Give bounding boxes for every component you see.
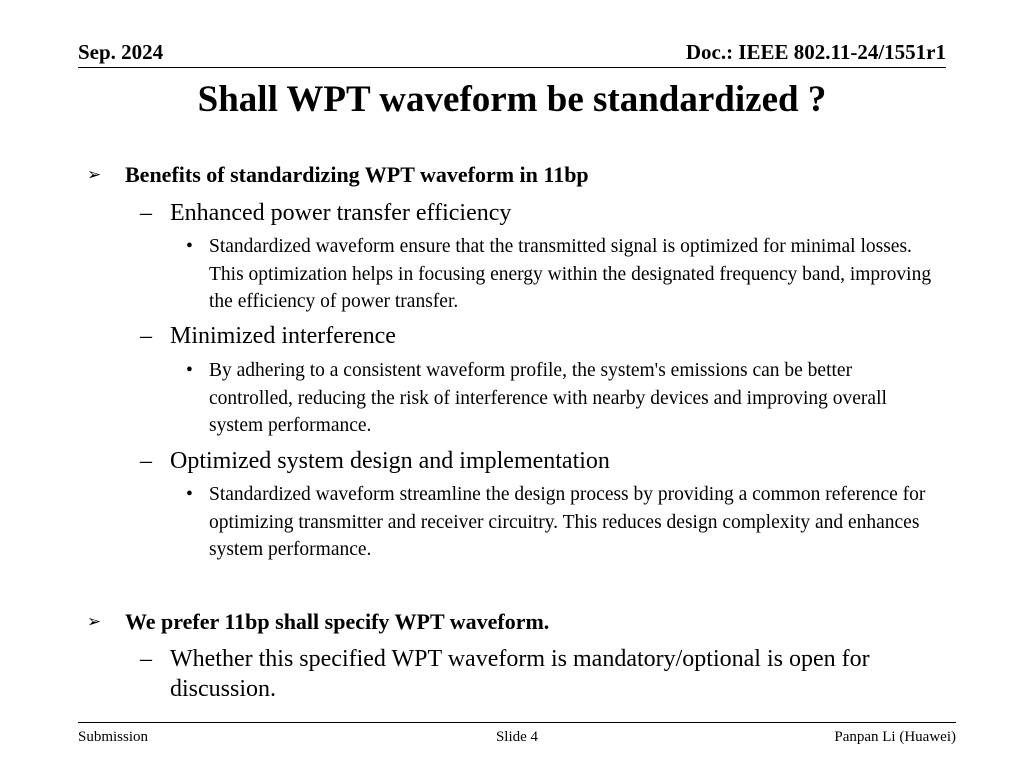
- header-doc-id: Doc.: IEEE 802.11-24/1551r1: [685, 40, 946, 64]
- subitem-text: Whether this specified WPT waveform is mandatory/optional is open for discussion.: [170, 646, 870, 702]
- bullet-preference: [87, 609, 550, 635]
- detail-text: Standardized waveform streamline the design process by providing a common reference for optimizing transmitter and receiver circuitry. This reduces design complexity and enhances system performance.: [209, 484, 926, 560]
- dash-bullet-icon: –: [140, 200, 152, 226]
- header-rule: [78, 67, 946, 68]
- detail-system-design: [186, 481, 939, 564]
- dot-bullet-icon: •: [186, 484, 193, 505]
- subitem-text: Optimized system design and implementation: [170, 448, 610, 474]
- subitem-system-design: [140, 446, 930, 476]
- header-date: Sep. 2024: [78, 40, 164, 64]
- arrow-bullet-icon: ➢: [87, 612, 102, 632]
- arrow-bullet-icon: ➢: [87, 165, 102, 185]
- subitem-power-efficiency: [140, 198, 930, 228]
- detail-text: By adhering to a consistent waveform profile, the system's emissions can be better controlled, reducing the risk of interference with nearby devices and improving overall system performance.: [209, 360, 887, 436]
- bullet-preference-text: We prefer 11bp shall specify WPT waveform.: [125, 609, 550, 634]
- dot-bullet-icon: •: [186, 360, 193, 381]
- subitem-text: Enhanced power transfer efficiency: [170, 200, 512, 226]
- slide-title: Shall WPT waveform be standardized ?: [197, 79, 827, 120]
- footer-author: Panpan Li (Huawei): [834, 729, 956, 745]
- dot-bullet-icon: •: [186, 236, 193, 257]
- footer-rule: [78, 722, 956, 723]
- footer-slide-number: Slide 4: [495, 729, 539, 745]
- footer-submission: Submission: [78, 729, 149, 745]
- detail-interference: [186, 357, 939, 440]
- detail-text: Standardized waveform ensure that the transmitted signal is optimized for minimal losses. This optimization helps in focusing energy within the designated frequency band, improving the efficiency of power transfer.: [209, 236, 932, 312]
- subitem-mandatory-optional: [140, 644, 930, 704]
- dash-bullet-icon: –: [140, 448, 152, 474]
- detail-power-efficiency: [186, 233, 939, 316]
- subitem-interference: [140, 321, 930, 351]
- dash-bullet-icon: –: [140, 646, 152, 672]
- dash-bullet-icon: –: [140, 323, 152, 349]
- bullet-benefits-text: Benefits of standardizing WPT waveform in 11bp: [125, 162, 589, 187]
- bullet-benefits: [87, 162, 589, 188]
- subitem-text: Minimized interference: [170, 323, 396, 349]
